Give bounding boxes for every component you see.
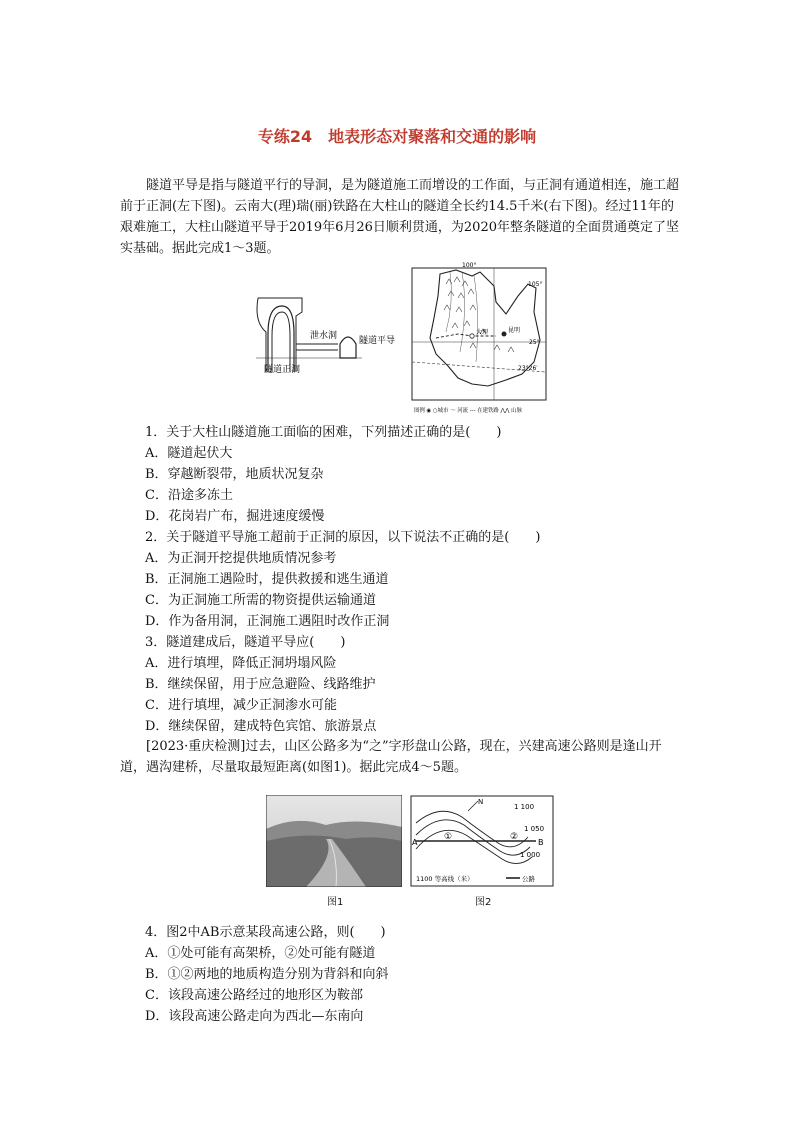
question-3-option-b: B．继续保留，用于应急避险、线路维护 [145, 677, 376, 692]
page-title: 专练24 地表形态对聚落和交通的影响 [257, 127, 537, 146]
yunnan-map [410, 262, 550, 417]
contour-legend: 1100 等高线（米） [416, 875, 474, 883]
tunnel-diagram [252, 292, 412, 382]
marker-1: ① [444, 832, 453, 842]
label-main-tunnel: 隧道正洞 [264, 365, 301, 375]
question-1-option-a: A．隧道起伏大 [145, 446, 233, 461]
question-3-option-a: A．进行填埋，降低正洞坍塌风险 [145, 656, 337, 671]
question-4-stem: 4．图2中AB示意某段高速公路，则( ) [145, 925, 386, 940]
city-kunming-label: 昆明 [508, 327, 521, 334]
question-1-option-b: B．穿越断裂带，地质状况复杂 [145, 467, 324, 482]
question-3-option-d: D．继续保留，建成特色宾馆、旅游景点 [145, 719, 377, 734]
lat-25-label: 25° [529, 339, 540, 346]
question-2-option-b: B．正洞施工遇险时，提供救援和逃生通道 [145, 572, 389, 587]
lat-2326-label: 23°26′ [518, 365, 538, 372]
north-arrow-label: N [478, 798, 484, 806]
contour-1000-label: 1 000 [520, 851, 541, 859]
contour-1050-label: 1 050 [524, 825, 545, 833]
question-3-option-c: C．进行填埋，减少正洞渗水可能 [145, 698, 337, 713]
lon-105-label: 105° [528, 281, 543, 288]
figure-2-contour-map [410, 795, 554, 887]
intro-paragraph: 隧道平导是指与隧道平行的导洞，是为隧道施工而增设的工作面，与正洞有通道相连，施工超前于正洞(左下图)。云南大(理)瑞(丽)铁路在大柱山的隧道全长约14.5千米(右下图)。经过11年的艰难施工，大柱山隧道平导于2019年6月26日顺利贯通，为2020年整条隧道的全面贯通奠定了坚实基础。据此完成1～3题。 [120, 178, 680, 256]
question-1-stem: 1．关于大柱山隧道施工面临的困难，下列描述正确的是( ) [145, 425, 502, 440]
kunming-city-dot [502, 332, 507, 337]
question-2-option-a: A．为正洞开挖提供地质情况参考 [145, 551, 337, 566]
question-1-option-c: C．沿途多冻土 [145, 488, 233, 503]
figure-1-highway-photo [266, 795, 402, 887]
question-4-option-d: D．该段高速公路走向为西北—东南向 [145, 1009, 364, 1024]
label-drain-hole: 泄水洞 [310, 331, 338, 341]
label-pilot-tunnel: 隧道平导 [359, 336, 396, 346]
question-2-option-d: D．作为备用洞，正洞施工遇阻时改作正洞 [145, 614, 390, 629]
question-4-option-a: A．①处可能有高架桥，②处可能有隧道 [145, 946, 376, 961]
figure-1-caption: 图1 [327, 897, 344, 908]
contour-1100-label: 1 100 [514, 803, 535, 811]
question-2-stem: 2．关于隧道平导施工超前于正洞的原因，以下说法不正确的是( ) [145, 530, 541, 545]
question-2-option-c: C．为正洞施工所需的物资提供运输通道 [145, 593, 376, 608]
road-legend: 公路 [522, 875, 535, 883]
question-1-option-d: D．花岗岩广布，掘进速度缓慢 [145, 509, 325, 524]
intro-paragraph-2: [2023·重庆检测]过去，山区公路多为“之”字形盘山公路，现在，兴建高速公路则是逢山开道，遇沟建桥，尽量取最短距离(如图1)。据此完成4～5题。 [120, 739, 662, 775]
marker-2: ② [510, 832, 519, 842]
question-4-option-c: C．该段高速公路经过的地形区为鞍部 [145, 988, 363, 1003]
point-b-label: B [538, 838, 544, 847]
figure-2-caption: 图2 [475, 897, 492, 908]
map-legend: 图例 ◉ ○城市 ～ 河流 --- 在建铁路 ⋀⋀ 山脉 [414, 408, 522, 414]
point-a-label: A [412, 838, 418, 847]
lon-100-label: 100° [462, 262, 477, 269]
question-3-stem: 3．隧道建成后，隧道平导应( ) [145, 635, 346, 650]
city-dali-label: 大理 [476, 329, 489, 336]
question-4-option-b: B．①②两地的地质构造分别为背斜和向斜 [145, 967, 389, 982]
dali-city-dot [470, 334, 474, 338]
